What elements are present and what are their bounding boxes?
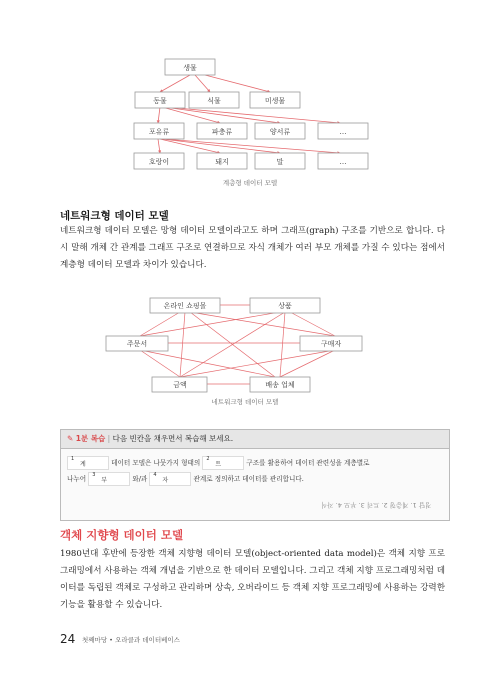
hier-l3-3: …	[339, 128, 347, 136]
footer-text: 첫째마당 • 오라클과 데이터베이스	[82, 636, 180, 644]
review-tag: 1분 복습	[75, 434, 106, 443]
net-node-1: 상품	[278, 302, 292, 310]
blank-2[interactable]: 2 트	[202, 456, 244, 470]
review-box	[60, 429, 450, 521]
blank-3[interactable]: 3 부	[88, 472, 130, 486]
review-row-1	[67, 456, 369, 470]
object-paragraph: 1980년대 후반에 등장한 객체 지향형 데이터 모델(object-oriented data model)은 객체 지향 프로그래밍에서 사용하는 객체 개념을 기반으로 한 데이터 모델입니다. 그리고 객체 지향 프로그래밍처럼 데이터를 독립된 객체로 구성하고 관리하며 상속, 오버라이드 등 객체 지향 프로그래밍에 사용하는 강력한 기능을 활용할 수 있습니다.	[60, 549, 445, 610]
pencil-icon: ✎	[67, 434, 74, 443]
net-node-3: 구매자	[320, 340, 342, 348]
review-row-2	[67, 472, 304, 486]
hierarchy-edges	[158, 75, 340, 153]
net-node-4: 금액	[173, 381, 187, 389]
review-text: 구조를 활용하여 데이터 관련성을 계층별로	[246, 459, 370, 467]
hier-l4-0: 호랑이	[148, 158, 170, 166]
hier-l4-3: …	[339, 158, 347, 166]
review-text: 관계로 정의하고 데이터를 관리합니다.	[193, 475, 304, 483]
page-number: 24	[60, 632, 76, 646]
hier-l4-1: 돼지	[215, 158, 229, 166]
network-heading: 네트워크형 데이터 모델	[60, 210, 169, 222]
hier-l3-1: 파충류	[211, 128, 233, 136]
hier-l2-0: 동물	[153, 97, 167, 105]
blank-4[interactable]: 4 자	[149, 472, 191, 486]
review-text: 데이터 모델은 나뭇가지 형태의	[111, 459, 201, 467]
hier-l2-1: 식물	[207, 97, 221, 105]
network-paragraph: 네트워크형 데이터 모델은 망형 데이터 모델이라고도 하며 그래프(graph) 구조를 기반으로 합니다. 다시 말해 개체 간 관계를 그래프 구조로 연결하므로 자식 개체가 여러 부모 개체를 가질 수 있다는 점에서 계층형 데이터 모델과 차이가 있습니다.	[60, 226, 445, 270]
net-node-0: 온라인 쇼핑몰	[163, 302, 207, 310]
hier-l3-2: 양서류	[269, 128, 291, 136]
review-answer: 정답 1. 계층형 2. 트리 3. 부모 4. 자식	[320, 501, 431, 509]
hier-root: 생물	[183, 64, 197, 72]
net-node-2: 주문서	[126, 340, 148, 348]
hier-l4-2: 말	[276, 158, 284, 166]
hier-l3-0: 포유류	[148, 128, 170, 136]
object-heading: 객체 지향형 데이터 모델	[60, 528, 184, 542]
hier-l2-2: 미생물	[264, 97, 286, 105]
blank-1[interactable]: 1 계	[67, 456, 109, 470]
review-header: ✎ 1분 복습 | 다음 빈칸을 채우면서 복습해 보세요.	[61, 430, 449, 449]
review-text: 와/과	[132, 475, 148, 483]
net-node-5: 배송 업체	[265, 381, 295, 389]
hierarchy-caption: 계층형 데이터 모델	[222, 179, 278, 187]
network-caption: 네트워크형 데이터 모델	[211, 398, 279, 406]
review-instruction: 다음 빈칸을 채우면서 복습해 보세요.	[112, 434, 234, 443]
review-text: 나누어	[67, 475, 87, 483]
